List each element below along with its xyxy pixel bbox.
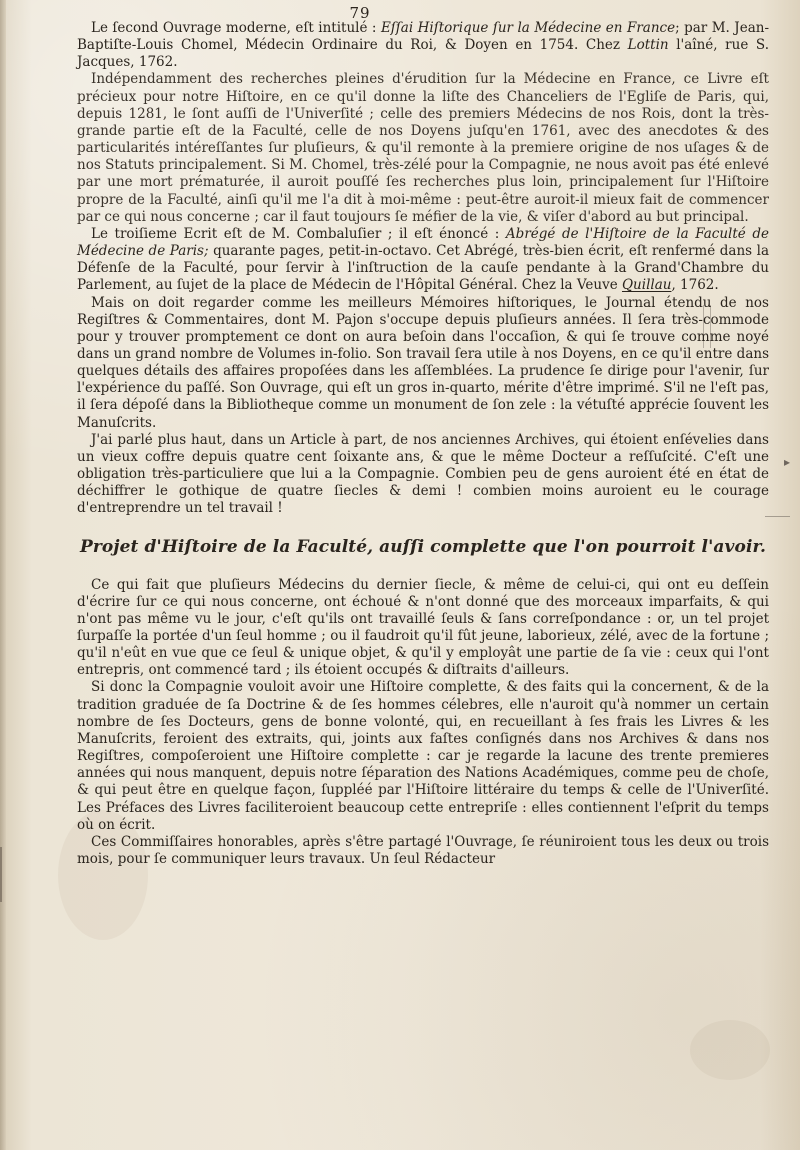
paragraph-4: Mais on doit regarder comme les meilleurs Mémoires hiſtoriques, le Journal étendu de nos Regiſtres & Commentaires, dont M. Pajon s'occupe depuis pluſieurs années. Il ſera très-commode pour y trouver promptement ce dont on aura beſoin dans l'occaſion, & qui ſe trouve comme noyé dans un grand nombre de Volumes in-folio. Son travail ſera utile à nos Doyens, en ce qu'il entre dans quelques détails des affaires propoſées dans les aſſemblées. La prudence ſe dirige pour l'avenir, ſur l'expérience du paſſé. Son Ouvrage, qui eſt un gros in-quarto, mérite d'être imprimé. S'il ne l'eſt pas, il ſera dépoſé dans la Bibliotheque comme un monument de ſon zele : la vétuſté apprécie ſouvent les Manuſcrits. [77,294,769,431]
page-left-edge [0,0,6,1150]
book-title: Abrégé de l'Hiſtoire de la Faculté de Médecine de Paris; [77,225,769,260]
margin-ink-mark: ▸ [784,455,791,469]
section-spacer [77,518,769,537]
paragraph-text: Le ſecond Ouvrage moderne, eſt intitulé : [91,20,381,36]
publisher-name: Quillau [621,277,672,294]
margin-ink-mark [0,847,7,902]
paper-stain [690,1020,770,1080]
publisher-name: Lottin [627,37,669,54]
paragraph-text: , 1762. [671,277,719,294]
section-heading: Projet d'Hiſtoire de la Faculté, auſſi complette que l'on pourroit l'avoir. [79,536,767,557]
paragraph-2: Indépendamment des recherches pleines d'érudition ſur la Médecine en France, ce Livre eſt précieux pour notre Hiſtoire, en ce qu'il donne la liſte des Chanceliers de l'Egliſe de Paris, qui, depuis 1281, le ſont auſſi de l'Univerſité ; celle des premiers Médecins de nos Rois, dont la très-grande partie eſt de la Faculté, celle de nos Doyens juſqu'en 1761, avec des anecdotes & des particularités intéreſſantes ſur pluſieurs, & qu'il remonte à la premiere origine de nos uſages & de nos Statuts principalement. Si M. Chomel, très-zélé pour la Compagnie, ne nous avoit pas été enlevé par une mort prématurée, il auroit pouſſé ſes recherches plus loin, principalement ſur l'Hiſtoire propre de la Faculté, ainſi qu'il me l'a dit à moi-même : peut-être auroit-il mieux fait de commencer par ce qui nous concerne ; car il faut toujours ſe méfier de la vie, & viſer d'abord au but principal. [77,71,769,225]
paragraph-8: Ces Commiſſaires honorables, après s'être partagé l'Ouvrage, ſe réuniroient tous les deux ou trois mois, pour ſe communiquer leurs travaux. Un ſeul Rédacteur [77,833,769,868]
paragraph-3 [77,226,769,295]
book-title: Eſſai Hiſtorique ſur la Médecine en France [380,20,676,36]
paragraph-7: Si donc la Compagnie vouloit avoir une Hiſtoire complette, & des faits qui la concernent, & de la tradition graduée de ſa Doctrine & de ſes hommes célebres, elle n'auroit qu'à nommer un certain nombre de ſes Docteurs, gens de bonne volonté, qui, en recueillant à ſes frais les Livres & les Manuſcrits, feroient des extraits, qui, joints aux faſtes conſignés dans nos Archives & dans nos Regiſtres, compoſeroient une Hiſtoire complette : car je regarde la lacune des trente premieres années qui nous manquent, depuis notre ſéparation des Nations Académiques, comme peu de choſe, & qui peut être en quelque façon, ſuppléé par l'Hiſtoire littéraire du temps & celle de l'Univerſité. Les Préfaces des Livres faciliteroient beaucoup cette entrepriſe : elles contiennent l'eſprit du temps où on écrit. [77,679,769,833]
paragraph-text: quarante pages, petit-in-octavo. Cet Abrégé, très-bien écrit, eſt renfermé dans la Défenſe de la Faculté, pour ſervir à l'inſtruction de la cauſe pendante à la Grand'Chambre du Parlement, au ſujet de la place de Médecin de l'Hôpital Général. Chez la Veuve [77,243,769,294]
paragraph-text: Le troiſieme Ecrit eſt de M. Combaluſier ; il eſt énoncé : [91,225,506,242]
paragraph-text: l'aîné, rue S. Jacques, 1762. [77,37,769,71]
page-number: 79 [349,4,371,22]
paragraph-1 [77,20,769,71]
paragraph-6: Ce qui fait que pluſieurs Médecins du dernier ſiecle, & même de celui-ci, qui ont eu deſſein d'écrire ſur ce qui nous concerne, ont échoué & n'ont donné que des morceaux imparfaits, & qui n'ont pas même vu le jour, c'eſt qu'ils ont travaillé ſeuls & ſans correſpondance : or, un tel projet ſurpaſſe la portée d'un ſeul homme ; ou il faudroit qu'il fût jeune, laborieux, zélé, avec de la fortune ; qu'il n'eût en vue que ce ſeul & unique objet, & qu'il y employât une partie de ſa vie : ceux qui l'ont entrepris, ont commencé tard ; ils étoient occupés & diſtraits d'ailleurs. [77,576,769,679]
document-content [77,20,769,868]
paragraph-5: J'ai parlé plus haut, dans un Article à part, de nos anciennes Archives, qui étoient enſévelies dans un vieux coffre depuis quatre cent ſoixante ans, & que le même Docteur a reſſuſcité. C'eſt une obligation très-particuliere que lui a la Compagnie. Combien peu de gens auroient été en état de déchiffrer le gothique de quatre ſiecles & demi ! combien moins auroient eu le courage d'entreprendre un tel travail ! [77,431,769,517]
paragraph-text: ; par M. Jean-Baptiſte-Louis Chomel, Médecin Ordinaire du Roi, & Doyen en 1754. Chez [77,20,770,54]
